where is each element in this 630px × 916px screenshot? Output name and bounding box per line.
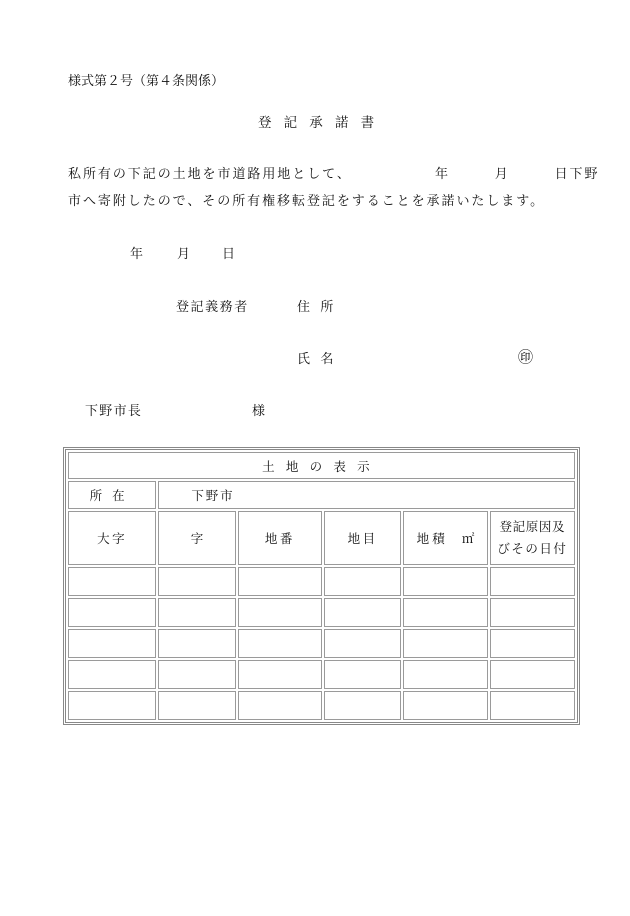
table-cell[interactable] — [403, 567, 487, 596]
table-cell[interactable] — [68, 567, 156, 596]
table-cell[interactable] — [324, 660, 401, 689]
table-cell[interactable] — [68, 691, 156, 720]
table-cell[interactable] — [403, 660, 487, 689]
honorific: 様 — [252, 404, 266, 419]
table-cell[interactable] — [403, 629, 487, 658]
table-cell[interactable] — [158, 598, 235, 627]
table-cell[interactable] — [68, 660, 156, 689]
table-row — [68, 629, 575, 658]
table-header: 土地の表示 — [68, 452, 575, 479]
column-aza: 字 — [158, 511, 235, 565]
table-cell[interactable] — [324, 629, 401, 658]
land-description-table — [63, 447, 580, 725]
table-cell[interactable] — [324, 567, 401, 596]
column-lot-number: 地番 — [238, 511, 322, 565]
table-cell[interactable] — [158, 691, 235, 720]
document-title: 登記承諾書 — [258, 115, 387, 131]
table-cell[interactable] — [324, 691, 401, 720]
table-cell[interactable] — [403, 691, 487, 720]
table-cell[interactable] — [158, 629, 235, 658]
consent-text-line-2: 市へ寄附したので、その所有権移転登記をすることを承諾いたします。 — [68, 194, 546, 209]
column-oaza: 大字 — [68, 511, 156, 565]
table-cell[interactable] — [490, 691, 575, 720]
column-registration-cause — [490, 511, 575, 565]
column-land-category: 地目 — [324, 511, 401, 565]
table-cell[interactable] — [68, 629, 156, 658]
column-area — [403, 511, 487, 565]
table-cell[interactable] — [490, 567, 575, 596]
date-year-label: 年 — [130, 247, 144, 262]
date-day-label: 日 — [222, 247, 236, 262]
location-label: 所在 — [68, 481, 156, 509]
table-cell[interactable] — [490, 660, 575, 689]
table-row — [68, 598, 575, 627]
column-area-label: 地積 — [416, 531, 448, 546]
table-cell[interactable] — [403, 598, 487, 627]
table-cell[interactable] — [68, 598, 156, 627]
column-cause-line-2: びその日付 — [497, 541, 568, 556]
table-row — [68, 567, 575, 596]
table-cell[interactable] — [490, 598, 575, 627]
consent-text-line-1: 私所有の下記の土地を市道路用地として、 年 月 日下野 — [68, 167, 600, 182]
table-row — [68, 691, 575, 720]
table-cell[interactable] — [158, 567, 235, 596]
table-cell[interactable] — [324, 598, 401, 627]
name-label: 氏名 — [297, 352, 344, 367]
date-month-label: 月 — [177, 247, 191, 262]
column-cause-line-1: 登記原因及 — [499, 519, 566, 534]
area-unit: ㎡ — [461, 531, 475, 546]
registration-obligor-label: 登記義務者 — [176, 300, 249, 315]
table-cell[interactable] — [238, 598, 322, 627]
table-row — [68, 660, 575, 689]
table-cell[interactable] — [238, 629, 322, 658]
location-value[interactable]: 下野市 — [158, 481, 575, 509]
table-cell[interactable] — [238, 660, 322, 689]
table-cell[interactable] — [238, 691, 322, 720]
table-cell[interactable] — [238, 567, 322, 596]
seal-mark: ㊞ — [518, 348, 534, 366]
form-number: 様式第２号（第４条関係） — [68, 74, 225, 89]
address-label: 住所 — [297, 300, 344, 315]
table-cell[interactable] — [490, 629, 575, 658]
mayor-addressee: 下野市長 — [85, 404, 143, 419]
table-cell[interactable] — [158, 660, 235, 689]
